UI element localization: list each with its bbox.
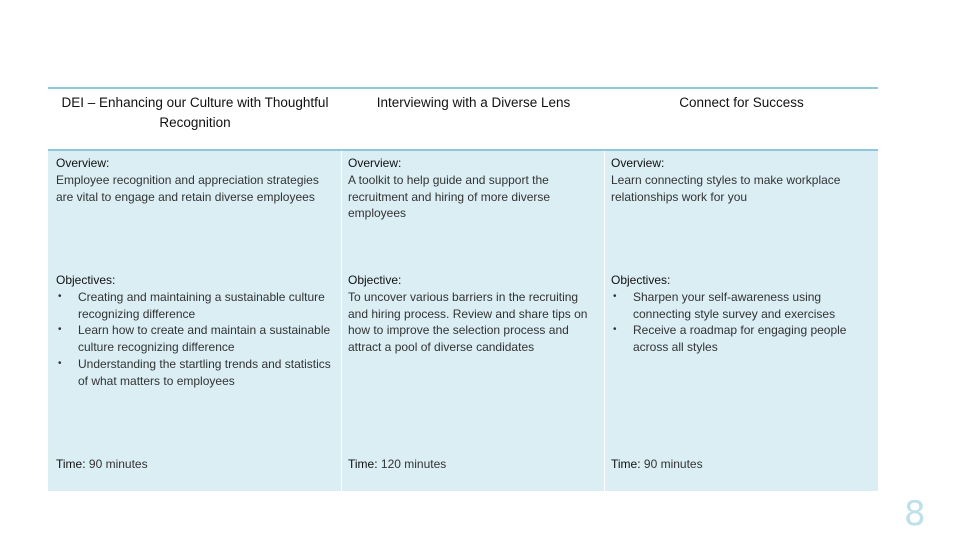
column-header-interviewing: Interviewing with a Diverse Lens [376,95,571,110]
overview-label: Overview: [348,156,402,170]
list-item: • Creating and maintaining a sustainable culture recognizing difference [56,289,335,323]
column-interviewing [342,151,605,491]
overview-label: Overview: [611,156,665,170]
workshop-table [48,87,878,491]
objectives-block [611,272,872,456]
table-header-row [48,89,878,151]
table-body [48,151,878,491]
list-item: • Understanding the startling trends and statistics of what matters to employees [56,356,335,390]
objectives-block [348,272,598,456]
objectives-list [611,289,872,356]
time-label: Time: [56,457,86,471]
list-item: • Learn how to create and maintain a sustainable culture recognizing difference [56,322,335,356]
time-value: 90 minutes [640,457,703,471]
page-number: 8 [904,494,926,534]
list-item: • Sharpen your self-awareness using connecting style survey and exercises [611,289,872,323]
overview-text: Employee recognition and appreciation strategies are vital to engage and retain diverse employees [56,172,319,204]
time-line [348,456,446,473]
objectives-label: Objectives: [56,273,116,287]
column-dei [48,151,342,491]
objectives-label: Objectives: [611,273,671,287]
time-label: Time: [348,457,378,471]
column-header-dei: DEI – Enhancing our Culture with Thoughtful Recognition [61,95,329,130]
time-label: Time: [611,457,641,471]
time-value: 120 minutes [377,457,447,471]
column-connect [605,151,878,491]
overview-block [611,155,872,272]
objectives-block [56,272,335,456]
objective-text: To uncover various barriers in the recruiting and hiring process. Review and share tips on how to improve the selection process and attract a pool of diverse candidates [348,289,588,355]
time-line [611,456,703,473]
overview-block [56,155,335,272]
overview-block [348,155,598,272]
overview-text: Learn connecting styles to make workplace relationships work for you [611,172,841,204]
objective-label: Objective: [348,273,402,287]
objectives-list [56,289,335,390]
column-header-connect: Connect for Success [679,95,804,110]
time-value: 90 minutes [85,457,148,471]
overview-label: Overview: [56,156,110,170]
list-item: • Receive a roadmap for engaging people across all styles [611,322,872,356]
time-line [56,456,148,473]
overview-text: A toolkit to help guide and support the recruitment and hiring of more diverse employees [348,172,551,221]
